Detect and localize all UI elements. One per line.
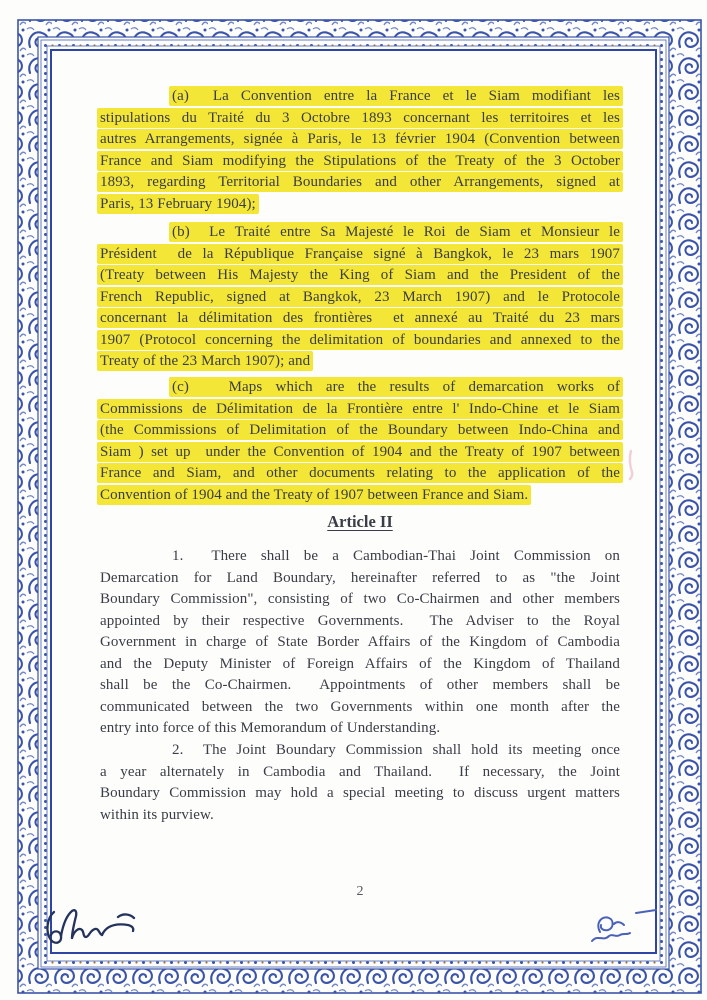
pink-ink-smudge — [622, 448, 642, 482]
text-line-content: entry into force of this Memorandum of Understanding. — [100, 720, 441, 736]
text-line-content: Government in charge of State Border Affairs of the Kingdom of Cambodia — [100, 634, 620, 650]
article-heading-text: Article II — [327, 512, 393, 531]
text-line — [100, 718, 620, 740]
text-line — [100, 546, 620, 568]
text-line-content: autres Arrangements, signée à Paris, le 13 février 1904 (Convention between — [97, 129, 623, 149]
text-line — [100, 420, 620, 442]
text-line-content: and the Deputy Minister of Foreign Affairs of the Kingdom of Thailand — [100, 655, 620, 672]
text-line — [100, 762, 620, 784]
text-line — [100, 632, 620, 654]
text-line-content: 2. The Joint Boundary Commission shall hold its meeting once — [172, 742, 620, 758]
text-line-content: Boundary Commission may hold a special meeting to discuss urgent matters — [100, 785, 620, 801]
text-line-content: (c) Maps which are the results of demarcation works of — [169, 377, 623, 397]
signature-left-initials — [38, 896, 142, 960]
paragraph-1 — [100, 546, 620, 740]
text-line-content: (the Commissions of Delimitation of the Boundary between Indo-China and — [97, 420, 623, 440]
text-line-content: 1907 (Protocol concerning the delimitation of boundaries and annexed to the — [97, 330, 623, 350]
text-line — [100, 463, 620, 485]
text-line — [100, 805, 620, 827]
text-line-content: Treaty of the 23 March 1907); and — [97, 351, 313, 371]
text-line-content: Boundary Commission", consisting of two Co-Chairmen and other members — [100, 591, 620, 607]
text-line-content: stipulations du Traité du 3 Octobre 1893 concernant les territoires et les — [97, 108, 623, 128]
text-line — [100, 330, 620, 352]
text-line — [100, 589, 620, 611]
text-line — [100, 399, 620, 421]
article-heading — [100, 512, 620, 532]
text-line — [100, 740, 620, 762]
text-line-content: communicated between the two Governments within one month after the — [100, 698, 620, 715]
text-line-content: French Republic, signed at Bangkok, 23 March 1907) and le Protocole — [97, 287, 623, 307]
text-line-content: appointed by their respective Governments. The Adviser to the Royal — [100, 612, 620, 629]
text-line — [100, 611, 620, 633]
text-line-content: Paris, 13 February 1904); — [97, 194, 259, 214]
signature-right-initials — [584, 900, 666, 952]
text-line-content: Convention of 1904 and the Treaty of 1907 between France and Siam. — [97, 485, 531, 505]
text-line — [100, 675, 620, 697]
text-line — [100, 377, 620, 399]
page-number: 2 — [356, 884, 364, 899]
text-line-content: concernant la délimitation des frontières et annexé au Traité du 23 mars — [97, 308, 623, 328]
text-line — [100, 108, 620, 130]
clause-a-highlighted — [100, 86, 620, 215]
text-line — [100, 485, 620, 507]
text-line — [100, 244, 620, 266]
clause-b-highlighted — [100, 222, 620, 373]
text-line-content: Siam ) set up under the Convention of 1904 and the Treaty of 1907 between — [97, 442, 623, 462]
paragraph-2 — [100, 740, 620, 826]
text-line — [100, 151, 620, 173]
text-line — [100, 86, 620, 108]
text-line — [100, 442, 620, 464]
text-line-content: (a) La Convention entre la France et le Siam modifiant les — [169, 86, 623, 106]
text-line — [100, 222, 620, 244]
text-line-content: shall be the Co-Chairmen. Appointments of other members shall be — [100, 677, 620, 693]
text-line-content: France and Siam, and other documents relating to the application of the — [97, 463, 623, 483]
text-line — [100, 783, 620, 805]
text-line-content: a year alternately in Cambodia and Thailand. If necessary, the Joint — [100, 763, 620, 780]
text-line-content: Commissions de Délimitation de la Frontière entre l' Indo-Chine et le Siam — [97, 399, 623, 419]
text-line-content: 1. There shall be a Cambodian-Thai Joint Commission on — [172, 548, 620, 564]
text-line — [100, 287, 620, 309]
text-line — [100, 308, 620, 330]
text-line — [100, 194, 620, 216]
text-line — [100, 172, 620, 194]
text-line-content: (b) Le Traité entre Sa Majesté le Roi de Siam et Monsieur le — [169, 222, 623, 242]
text-line — [100, 697, 620, 719]
text-line — [100, 265, 620, 287]
text-line-content: 1893, regarding Territorial Boundaries and other Arrangements, signed at — [97, 172, 623, 192]
text-line-content: within its purview. — [100, 806, 214, 823]
text-line-content: Demarcation for Land Boundary, hereinafter referred to as "the Joint — [100, 569, 620, 586]
text-line — [100, 654, 620, 676]
text-line — [100, 129, 620, 151]
text-line-content: (Treaty between His Majesty the King of Siam and the President of the — [97, 265, 623, 285]
text-line-content: Président de la République Française signé à Bangkok, le 23 mars 1907 — [97, 244, 623, 264]
clause-c-highlighted — [100, 377, 620, 506]
text-line — [100, 351, 620, 373]
text-line — [100, 568, 620, 590]
text-line-content: France and Siam modifying the Stipulations of the Treaty of the 3 October — [97, 151, 623, 171]
